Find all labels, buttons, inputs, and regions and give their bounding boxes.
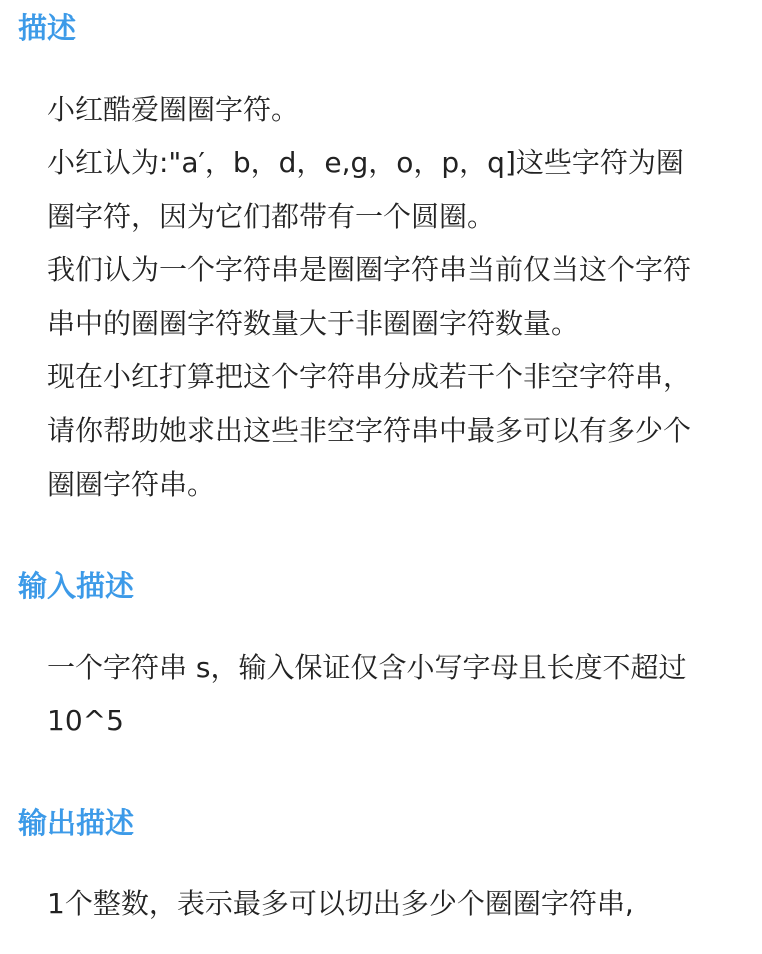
description-line-4: 我们认为一个字符串是圈圈字符串当前仅当这个字符 [47,253,692,286]
description-heading: 描述 [18,11,77,45]
input-line-1: 一个字符串 s，输入保证仅含小写字母且长度不超过 [47,651,687,684]
output-line-1: 1个整数，表示最多可以切出多少个圈圈字符串, [47,887,634,920]
description-line-3: 圈字符，因为它们都带有一个圆圈。 [47,200,496,233]
description-line-8: 圈圈字符串。 [47,468,216,501]
input-line-2: 10^5 [47,704,124,737]
description-line-7: 请你帮助她求出这些非空字符串中最多可以有多少个 [47,414,692,447]
description-line-1: 小红酷爱圈圈字符。 [47,93,300,126]
output-heading: 输出描述 [18,806,135,840]
description-line-2: 小红认为:"a′，b，d，e,g，o，p，q]这些字符为圈 [47,146,684,179]
input-heading: 输入描述 [18,569,135,603]
description-line-5: 串中的圈圈字符数量大于非圈圈字符数量。 [47,307,580,340]
description-line-6: 现在小红打算把这个字符串分成若干个非空字符串， [47,360,692,393]
